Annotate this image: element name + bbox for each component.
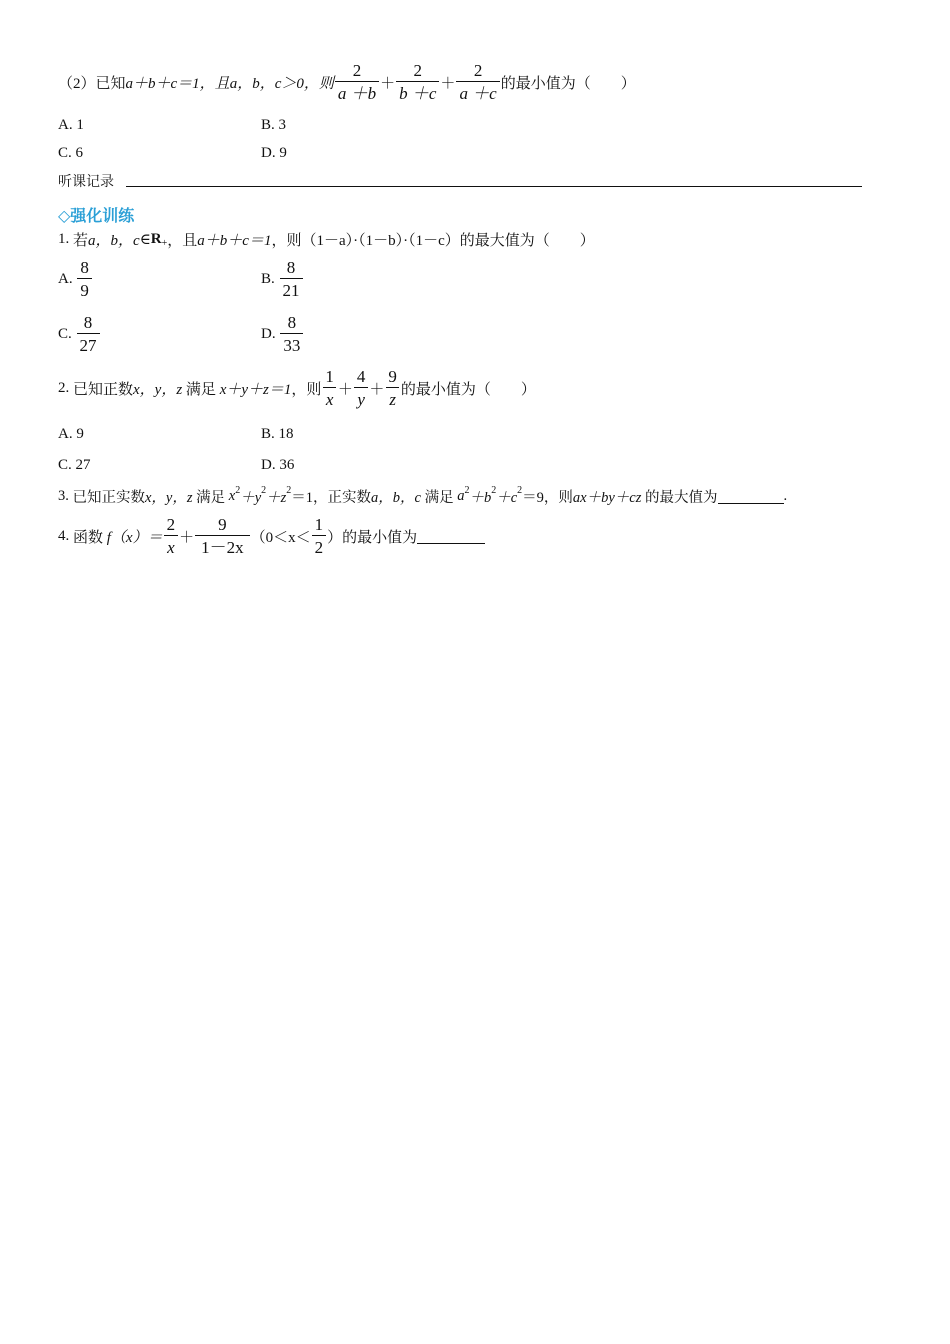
q2-option-b: B. 3 <box>261 117 287 133</box>
p1-option-b-num: 8 <box>286 258 296 277</box>
problem-3-stem <box>58 486 787 507</box>
problem-4-stem <box>58 516 485 556</box>
p2-number: 2. <box>58 379 70 396</box>
q2-condition-sum: a＋b＋c＝1，且 <box>125 75 230 92</box>
p4-suffix: 的最小值为 <box>342 529 418 546</box>
p1-option-d-num: 8 <box>287 313 297 332</box>
p3-eq2-b-exp: 2 <box>491 485 497 496</box>
p2-option-b: B. 18 <box>261 426 294 442</box>
p1-option-d-den: 33 <box>280 333 303 354</box>
p4-fraction-3 <box>312 516 327 556</box>
p4-fraction-2-num: 9 <box>218 515 227 534</box>
question-2-stem <box>58 62 636 102</box>
p4-number: 4. <box>58 527 70 544</box>
p1-option-b <box>261 259 304 299</box>
p1-option-c-label: C. <box>58 325 72 342</box>
p1-text-b: ，且 <box>167 233 198 249</box>
p1-option-a-label: A. <box>58 270 73 287</box>
p1-option-c-fraction <box>77 314 100 354</box>
section-heading: ◇强化训练 <box>58 206 135 225</box>
q2-fraction-1 <box>335 62 379 102</box>
p2-option-d: D. 36 <box>261 457 295 473</box>
q2-fraction-3-num: 2 <box>473 61 483 80</box>
p3-eq1-z-exp: 2 <box>286 485 292 496</box>
problem-1-stem <box>58 229 595 250</box>
p2-fraction-3-num: 9 <box>388 367 397 386</box>
p3-end: . <box>783 488 788 504</box>
q2-fraction-2-num: 2 <box>413 61 423 80</box>
p2-fraction-3-den: z <box>386 387 399 408</box>
p1-in-symbol: ∈ <box>139 232 151 248</box>
p2-vars: x，y，z <box>133 381 183 398</box>
p4-domain-a: （0＜x＜ <box>250 529 311 546</box>
p1-option-b-fraction <box>280 259 303 299</box>
p4-fraction-2 <box>195 516 250 556</box>
p4-domain-b: ） <box>327 529 343 546</box>
q2-option-c: C. 6 <box>58 145 84 161</box>
p3-vars-2: a，b，c <box>371 490 421 506</box>
p3-suffix: 的最大值为 <box>645 490 718 506</box>
p1-option-a-fraction <box>77 259 92 299</box>
p1-option-c <box>58 314 101 354</box>
p3-expression: ax＋by＋cz <box>572 490 642 506</box>
p1-option-d-fraction <box>280 314 303 354</box>
p4-fraction-2-den: 1－2x <box>195 535 250 556</box>
notes-line[interactable] <box>126 186 862 187</box>
p4-answer-blank[interactable] <box>417 529 485 544</box>
p3-eq2-a-exp: 2 <box>464 485 470 496</box>
p2-option-a: A. 9 <box>58 426 84 442</box>
p4-fraction-3-den: 2 <box>312 535 327 556</box>
p1-option-d-label: D. <box>261 325 276 342</box>
p1-equation: a＋b＋c＝1 <box>197 233 272 249</box>
p1-option-d <box>261 314 304 354</box>
p1-option-a <box>58 259 93 299</box>
p2-fraction-1-den: x <box>323 387 337 408</box>
p3-eq1-x-exp: 2 <box>235 485 241 496</box>
p3-text-d: 满足 <box>424 490 454 506</box>
p2-fraction-2-den: y <box>354 387 368 408</box>
p1-option-b-label: B. <box>261 270 275 287</box>
q2-option-d: D. 9 <box>261 145 287 161</box>
p2-equation: x＋y＋z＝1 <box>219 381 292 398</box>
p2-text-a: 已知正数 <box>73 381 134 398</box>
p4-fraction-3-num: 1 <box>314 515 324 534</box>
p1-option-c-den: 27 <box>77 333 100 354</box>
p3-eq1-z: ＋z <box>266 490 287 506</box>
p3-text-b: 满足 <box>196 490 226 506</box>
p3-eq2-rhs: ＝9 <box>522 490 544 506</box>
p1-vars: a，b，c <box>88 233 140 249</box>
p3-answer-blank[interactable] <box>718 489 784 504</box>
p3-vars-1: x，y，z <box>145 490 193 506</box>
p4-function: f（x）＝ <box>106 529 163 546</box>
q2-plus-1: ＋ <box>380 75 396 92</box>
p3-number: 3. <box>58 488 69 504</box>
q2-option-a: A. 1 <box>58 117 84 133</box>
p2-fraction-3 <box>385 368 400 408</box>
p1-number: 1. <box>58 231 70 247</box>
q2-prefix: （2）已知 <box>58 75 126 92</box>
p3-eq1-y: ＋y <box>240 490 262 506</box>
q2-fraction-1-den: a ＋b <box>335 81 379 102</box>
p3-text-e: ，则 <box>543 490 573 506</box>
p1-option-a-den: 9 <box>77 278 92 299</box>
p1-option-c-num: 8 <box>83 313 93 332</box>
p3-eq2-c-exp: 2 <box>517 485 523 496</box>
p2-fraction-1 <box>322 368 337 408</box>
p1-option-a-num: 8 <box>80 258 89 277</box>
notes-label: 听课记录 <box>58 174 114 190</box>
q2-fraction-3 <box>456 62 499 102</box>
p4-fraction-1 <box>164 516 179 556</box>
p4-fraction-1-den: x <box>164 535 178 556</box>
p2-fraction-1-num: 1 <box>325 367 334 386</box>
p1-option-b-den: 21 <box>280 278 303 299</box>
p3-text-a: 已知正实数 <box>72 490 145 506</box>
p2-plus-1: ＋ <box>337 381 353 398</box>
p1-text-c: ，则（1－a）·（1－b）·（1－c）的最大值为（ ） <box>271 233 595 249</box>
q2-suffix: 的最小值为（ ） <box>500 75 636 92</box>
p3-eq2-a: a <box>457 488 465 504</box>
q2-condition-positive: a，b，c＞0，则 <box>229 75 334 92</box>
q2-plus-2: ＋ <box>440 75 456 92</box>
p2-plus-2: ＋ <box>369 381 385 398</box>
p1-text-a: 若 <box>73 233 89 249</box>
p1-set-sub: + <box>161 238 168 249</box>
p4-plus: ＋ <box>179 529 195 546</box>
p1-set: R <box>150 231 162 247</box>
p2-fraction-2-num: 4 <box>356 367 366 386</box>
p3-eq2-b: ＋b <box>469 490 492 506</box>
p2-suffix: 的最小值为（ ） <box>400 381 536 398</box>
q2-fraction-1-num: 2 <box>352 61 362 80</box>
p3-eq2-c: ＋c <box>496 490 518 506</box>
p2-text-b: 满足 <box>185 381 216 398</box>
p3-eq1-rhs: ＝1 <box>291 490 314 506</box>
p2-text-c: ，则 <box>291 381 322 398</box>
p3-eq1-x: x <box>228 488 236 504</box>
p4-text-a: 函数 <box>73 529 104 546</box>
p3-eq1-y-exp: 2 <box>261 485 267 496</box>
q2-fraction-3-den: a ＋c <box>456 81 499 102</box>
q2-fraction-2 <box>396 62 439 102</box>
p4-fraction-1-num: 2 <box>166 515 176 534</box>
p2-fraction-2 <box>354 368 369 408</box>
p2-option-c: C. 27 <box>58 457 91 473</box>
p3-text-c: ，正实数 <box>313 490 372 506</box>
q2-fraction-2-den: b ＋c <box>396 81 439 102</box>
problem-2-stem <box>58 368 536 408</box>
